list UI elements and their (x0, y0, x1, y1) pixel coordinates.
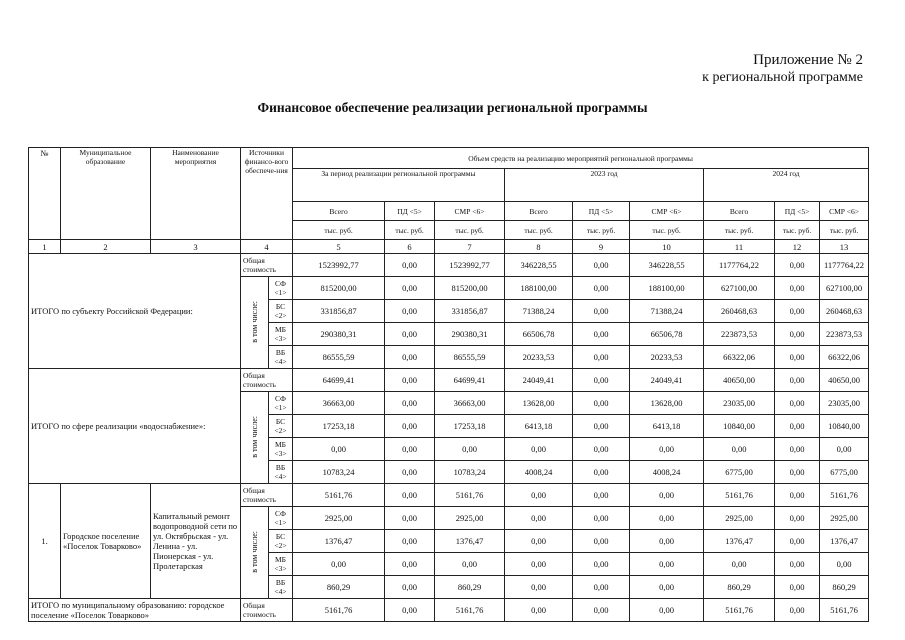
value-cell: 290380,31 (435, 323, 505, 346)
value-cell: 0,00 (775, 438, 820, 461)
value-cell: 10783,24 (435, 461, 505, 484)
value-cell: 0,00 (775, 254, 820, 277)
col-number: 2 (61, 240, 151, 254)
value-cell: 0,00 (573, 277, 630, 300)
including-text: в том числе: (249, 530, 259, 573)
value-cell: 627100,00 (820, 277, 869, 300)
appendix-line1: Приложение № 2 (753, 52, 863, 68)
value-cell: 36663,00 (293, 392, 385, 415)
col-number: 10 (630, 240, 704, 254)
value-cell: 6413,18 (630, 415, 704, 438)
source-label: МБ <3> (269, 553, 293, 576)
value-cell: 0,00 (385, 346, 435, 369)
source-label: МБ <3> (269, 323, 293, 346)
col-number: 3 (151, 240, 241, 254)
value-cell: 5161,76 (820, 599, 869, 622)
value-cell: 0,00 (820, 553, 869, 576)
table-body (29, 148, 869, 622)
value-cell: 0,00 (775, 277, 820, 300)
col-number: 5 (293, 240, 385, 254)
appendix-line2: к региональной программе (702, 70, 863, 85)
value-cell: 815200,00 (435, 277, 505, 300)
value-cell: 20233,53 (505, 346, 573, 369)
value-cell: 0,00 (573, 369, 630, 392)
unit-label: тыс. руб. (630, 221, 704, 240)
col-municipality-header: Муниципальное образование (61, 148, 151, 240)
value-cell: 0,00 (775, 599, 820, 622)
source-label: СФ <1> (269, 507, 293, 530)
sub-smr: СМР <6> (820, 202, 869, 221)
unit-label: тыс. руб. (385, 221, 435, 240)
col-number: 9 (573, 240, 630, 254)
value-cell: 23035,00 (820, 392, 869, 415)
value-cell: 0,00 (704, 553, 775, 576)
total-cost-label: Общая стоимость (241, 254, 293, 277)
value-cell: 0,00 (630, 484, 704, 507)
value-cell: 0,00 (573, 438, 630, 461)
value-cell: 5161,76 (293, 599, 385, 622)
value-cell: 0,00 (573, 323, 630, 346)
value-cell: 40650,00 (704, 369, 775, 392)
sub-total: Всего (505, 202, 573, 221)
value-cell: 1177764,22 (820, 254, 869, 277)
item-measure: Капитальный ремонт водопроводной сети по ул. Октябрьская - ул. Ленина - ул. Пионерская - ул. Пролетарская (151, 484, 241, 599)
value-cell: 1376,47 (704, 530, 775, 553)
source-label: МБ <3> (269, 438, 293, 461)
value-cell: 66506,78 (630, 323, 704, 346)
total-cost-label: Общая стоимость (241, 484, 293, 507)
value-cell: 0,00 (573, 461, 630, 484)
value-cell: 0,00 (775, 415, 820, 438)
source-label: БС <2> (269, 415, 293, 438)
item-municipality: Городское поселение «Поселок Товарково» (61, 484, 151, 599)
value-cell: 10783,24 (293, 461, 385, 484)
value-cell: 0,00 (630, 438, 704, 461)
value-cell: 0,00 (573, 553, 630, 576)
value-cell: 6775,00 (820, 461, 869, 484)
value-cell: 0,00 (385, 599, 435, 622)
sub-total: Всего (704, 202, 775, 221)
including-label (241, 277, 269, 369)
value-cell: 0,00 (385, 392, 435, 415)
value-cell: 0,00 (775, 346, 820, 369)
value-cell: 86555,59 (293, 346, 385, 369)
value-cell: 0,00 (505, 438, 573, 461)
value-cell: 36663,00 (435, 392, 505, 415)
col-number: 11 (704, 240, 775, 254)
including-label (241, 392, 269, 484)
value-cell: 1376,47 (435, 530, 505, 553)
value-cell: 0,00 (505, 553, 573, 576)
value-cell: 1523992,77 (293, 254, 385, 277)
source-label: ВБ <4> (269, 346, 293, 369)
including-text: в том числе: (249, 415, 259, 458)
value-cell: 2925,00 (820, 507, 869, 530)
table-row (29, 369, 869, 392)
col-number: 4 (241, 240, 293, 254)
value-cell: 23035,00 (704, 392, 775, 415)
value-cell: 0,00 (505, 576, 573, 599)
source-label: БС <2> (269, 300, 293, 323)
value-cell: 13628,00 (630, 392, 704, 415)
value-cell: 40650,00 (820, 369, 869, 392)
col-number: 12 (775, 240, 820, 254)
value-cell: 860,29 (293, 576, 385, 599)
value-cell: 1523992,77 (435, 254, 505, 277)
value-cell: 0,00 (505, 530, 573, 553)
value-cell: 1177764,22 (704, 254, 775, 277)
value-cell: 24049,41 (505, 369, 573, 392)
value-cell: 0,00 (385, 323, 435, 346)
value-cell: 331856,87 (435, 300, 505, 323)
group-name: ИТОГО по сфере реализации «водоснабжение»: (29, 369, 241, 484)
final-total-name: ИТОГО по муниципальному образованию: городское поселение «Поселок Товарково» (29, 599, 241, 622)
value-cell: 5161,76 (704, 599, 775, 622)
table-row (29, 599, 869, 622)
value-cell: 6775,00 (704, 461, 775, 484)
value-cell: 0,00 (573, 576, 630, 599)
value-cell: 2925,00 (293, 507, 385, 530)
value-cell: 260468,63 (704, 300, 775, 323)
value-cell: 0,00 (775, 369, 820, 392)
period-total-header: За период реализации региональной программы (293, 169, 505, 202)
value-cell: 0,00 (630, 576, 704, 599)
value-cell: 0,00 (775, 461, 820, 484)
value-cell: 4008,24 (630, 461, 704, 484)
value-cell: 5161,76 (704, 484, 775, 507)
source-label: ВБ <4> (269, 576, 293, 599)
source-label: БС <2> (269, 530, 293, 553)
sub-pd: ПД <5> (573, 202, 630, 221)
col-number: 6 (385, 240, 435, 254)
value-cell: 71388,24 (630, 300, 704, 323)
value-cell: 188100,00 (630, 277, 704, 300)
value-cell: 0,00 (385, 415, 435, 438)
value-cell: 0,00 (775, 300, 820, 323)
value-cell: 0,00 (385, 553, 435, 576)
col-number: 1 (29, 240, 61, 254)
unit-label: тыс. руб. (775, 221, 820, 240)
value-cell: 0,00 (385, 530, 435, 553)
value-cell: 0,00 (775, 323, 820, 346)
value-cell: 17253,18 (293, 415, 385, 438)
value-cell: 860,29 (704, 576, 775, 599)
value-cell: 5161,76 (435, 599, 505, 622)
value-cell: 86555,59 (435, 346, 505, 369)
value-cell: 17253,18 (435, 415, 505, 438)
value-cell: 0,00 (385, 576, 435, 599)
value-cell: 5161,76 (435, 484, 505, 507)
value-cell: 0,00 (573, 254, 630, 277)
unit-label: тыс. руб. (505, 221, 573, 240)
value-cell: 0,00 (505, 507, 573, 530)
value-cell: 290380,31 (293, 323, 385, 346)
value-cell: 0,00 (385, 277, 435, 300)
value-cell: 0,00 (820, 438, 869, 461)
value-cell: 0,00 (385, 369, 435, 392)
appendix-label (702, 52, 863, 86)
value-cell: 71388,24 (505, 300, 573, 323)
value-cell: 627100,00 (704, 277, 775, 300)
total-cost-label: Общая стоимость (241, 599, 293, 622)
value-cell: 66506,78 (505, 323, 573, 346)
value-cell: 0,00 (573, 599, 630, 622)
value-cell: 0,00 (573, 415, 630, 438)
value-cell: 20233,53 (630, 346, 704, 369)
value-cell: 0,00 (573, 392, 630, 415)
value-cell: 0,00 (385, 507, 435, 530)
value-cell: 0,00 (573, 346, 630, 369)
value-cell: 24049,41 (630, 369, 704, 392)
sub-pd: ПД <5> (385, 202, 435, 221)
value-cell: 0,00 (630, 599, 704, 622)
value-cell: 66322,06 (820, 346, 869, 369)
financing-table (28, 147, 869, 622)
value-cell: 0,00 (505, 599, 573, 622)
item-number: 1. (29, 484, 61, 599)
source-label: ВБ <4> (269, 461, 293, 484)
value-cell: 13628,00 (505, 392, 573, 415)
value-cell: 0,00 (435, 553, 505, 576)
value-cell: 0,00 (704, 438, 775, 461)
value-cell: 64699,41 (293, 369, 385, 392)
value-cell: 0,00 (293, 438, 385, 461)
value-cell: 0,00 (293, 553, 385, 576)
value-cell: 64699,41 (435, 369, 505, 392)
col-sources-header: Источники финансо-вого обеспече-ния (241, 148, 293, 240)
value-cell: 0,00 (385, 438, 435, 461)
value-cell: 860,29 (820, 576, 869, 599)
unit-label: тыс. руб. (573, 221, 630, 240)
header-row-1 (29, 148, 869, 169)
value-cell: 4008,24 (505, 461, 573, 484)
sub-smr: СМР <6> (435, 202, 505, 221)
unit-label: тыс. руб. (820, 221, 869, 240)
value-cell: 5161,76 (820, 484, 869, 507)
value-cell: 331856,87 (293, 300, 385, 323)
col-measure-header: Наименование мероприятия (151, 148, 241, 240)
value-cell: 1376,47 (820, 530, 869, 553)
value-cell: 0,00 (385, 300, 435, 323)
source-label: СФ <1> (269, 392, 293, 415)
value-cell: 5161,76 (293, 484, 385, 507)
value-cell: 0,00 (775, 392, 820, 415)
col-no-header: № (29, 148, 61, 240)
value-cell: 0,00 (573, 507, 630, 530)
value-cell: 0,00 (775, 484, 820, 507)
group-name: ИТОГО по субъекту Российской Федерации: (29, 254, 241, 369)
value-cell: 0,00 (573, 530, 630, 553)
value-cell: 0,00 (573, 300, 630, 323)
period-2023-header: 2023 год (505, 169, 704, 202)
unit-label: тыс. руб. (435, 221, 505, 240)
value-cell: 2925,00 (704, 507, 775, 530)
value-cell: 0,00 (385, 254, 435, 277)
value-cell: 223873,53 (704, 323, 775, 346)
sub-smr: СМР <6> (630, 202, 704, 221)
value-cell: 346228,55 (505, 254, 573, 277)
table-row (29, 484, 869, 507)
unit-label: тыс. руб. (704, 221, 775, 240)
including-label (241, 507, 269, 599)
value-cell: 346228,55 (630, 254, 704, 277)
value-cell: 10840,00 (704, 415, 775, 438)
table-row (29, 254, 869, 277)
col-number: 13 (820, 240, 869, 254)
value-cell: 0,00 (385, 484, 435, 507)
value-cell: 0,00 (630, 530, 704, 553)
value-cell: 260468,63 (820, 300, 869, 323)
value-cell: 0,00 (573, 484, 630, 507)
value-cell: 6413,18 (505, 415, 573, 438)
column-numbers-row (29, 240, 869, 254)
sub-pd: ПД <5> (775, 202, 820, 221)
col-number: 8 (505, 240, 573, 254)
value-cell: 860,29 (435, 576, 505, 599)
period-2024-header: 2024 год (704, 169, 869, 202)
document-title: Финансовое обеспечение реализации региональной программы (257, 100, 648, 115)
value-cell: 0,00 (385, 461, 435, 484)
value-cell: 0,00 (630, 553, 704, 576)
col-number: 7 (435, 240, 505, 254)
value-cell: 0,00 (435, 438, 505, 461)
value-cell: 188100,00 (505, 277, 573, 300)
value-cell: 0,00 (775, 553, 820, 576)
value-cell: 0,00 (775, 507, 820, 530)
value-cell: 0,00 (505, 484, 573, 507)
sub-total: Всего (293, 202, 385, 221)
value-cell: 1376,47 (293, 530, 385, 553)
value-cell: 0,00 (630, 507, 704, 530)
value-cell: 0,00 (775, 530, 820, 553)
col-volume-header: Объем средств на реализацию мероприятий региональной программы (293, 148, 869, 169)
unit-label: тыс. руб. (293, 221, 385, 240)
source-label: СФ <1> (269, 277, 293, 300)
total-cost-label: Общая стоимость (241, 369, 293, 392)
value-cell: 66322,06 (704, 346, 775, 369)
value-cell: 2925,00 (435, 507, 505, 530)
value-cell: 10840,00 (820, 415, 869, 438)
value-cell: 223873,53 (820, 323, 869, 346)
value-cell: 0,00 (775, 576, 820, 599)
including-text: в том числе: (249, 300, 259, 343)
value-cell: 815200,00 (293, 277, 385, 300)
